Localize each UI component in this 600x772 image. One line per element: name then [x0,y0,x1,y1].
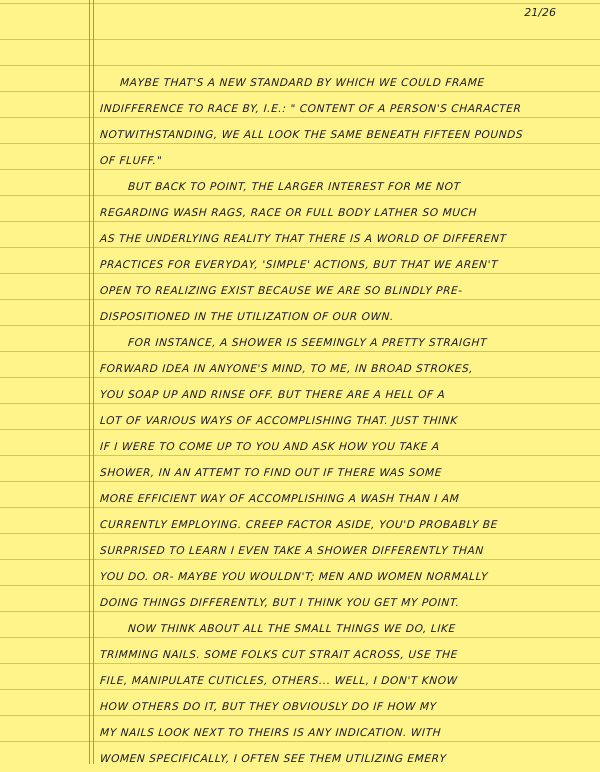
text-line: FORWARD IDEA IN ANYONE'S MIND, TO ME, IN BROAD STROKES, [99,363,474,375]
page-number: 21/26 [524,6,556,19]
text-line: BUT BACK TO POINT, THE LARGER INTEREST FOR ME NOT [127,181,461,193]
handwritten-text [100,70,585,772]
text-line: REGARDING WASH RAGS, RACE OR FULL BODY LATHER SO MUCH [99,207,478,219]
text-line: YOU DO. OR- MAYBE YOU WOULDN'T; MEN AND WOMEN NORMALLY [99,571,489,583]
text-line: YOU SOAP UP AND RINSE OFF. BUT THERE ARE A HELL OF A [99,389,446,401]
text-line: OF FLUFF." [99,155,163,167]
text-line: NOW THINK ABOUT ALL THE SMALL THINGS WE DO, LIKE [127,623,457,635]
margin-line [89,0,90,764]
text-line: FOR INSTANCE, A SHOWER IS SEEMINGLY A PRETTY STRAIGHT [127,337,488,349]
text-line: HOW OTHERS DO IT, BUT THEY OBVIOUSLY DO IF HOW MY [99,701,437,713]
text-line: TRIMMING NAILS. SOME FOLKS CUT STRAIT ACROSS, USE THE [99,649,459,661]
text-line: SURPRISED TO LEARN I EVEN TAKE A SHOWER DIFFERENTLY THAN [99,545,485,557]
text-line: SHOWER, IN AN ATTEMT TO FIND OUT IF THERE WAS SOME [99,467,443,479]
text-line: OPEN TO REALIZING EXIST BECAUSE WE ARE SO BLINDLY PRE- [99,285,464,297]
margin-line [93,0,94,764]
text-line: IF I WERE TO COME UP TO YOU AND ASK HOW YOU TAKE A [99,441,441,453]
text-line: DOING THINGS DIFFERENTLY, BUT I THINK YOU GET MY POINT. [99,597,460,609]
text-line: WOMEN SPECIFICALLY, I OFTEN SEE THEM UTILIZING EMERY [99,753,447,765]
text-line: PRACTICES FOR EVERYDAY, 'SIMPLE' ACTIONS, BUT THAT WE AREN'T [99,259,499,271]
text-line: DISPOSITIONED IN THE UTILIZATION OF OUR OWN. [99,311,395,323]
text-line: MORE EFFICIENT WAY OF ACCOMPLISHING A WASH THAN I AM [99,493,460,505]
text-line: MAYBE THAT'S A NEW STANDARD BY WHICH WE COULD FRAME [119,77,486,89]
text-line: INDIFFERENCE TO RACE BY, I.E.: " CONTENT OF A PERSON'S CHARACTER [99,103,522,115]
text-line: FILE, MANIPULATE CUTICLES, OTHERS... WELL, I DON'T KNOW [99,675,458,687]
text-line: AS THE UNDERLYING REALITY THAT THERE IS A WORLD OF DIFFERENT [99,233,507,245]
text-line: CURRENTLY EMPLOYING. CREEP FACTOR ASIDE, YOU'D PROBABLY BE [99,519,499,531]
text-line: NOTWITHSTANDING, WE ALL LOOK THE SAME BENEATH FIFTEEN POUNDS [99,129,524,141]
text-line: MY NAILS LOOK NEXT TO THEIRS IS ANY INDICATION. WITH [99,727,442,739]
text-line: LOT OF VARIOUS WAYS OF ACCOMPLISHING THAT. JUST THINK [99,415,459,427]
